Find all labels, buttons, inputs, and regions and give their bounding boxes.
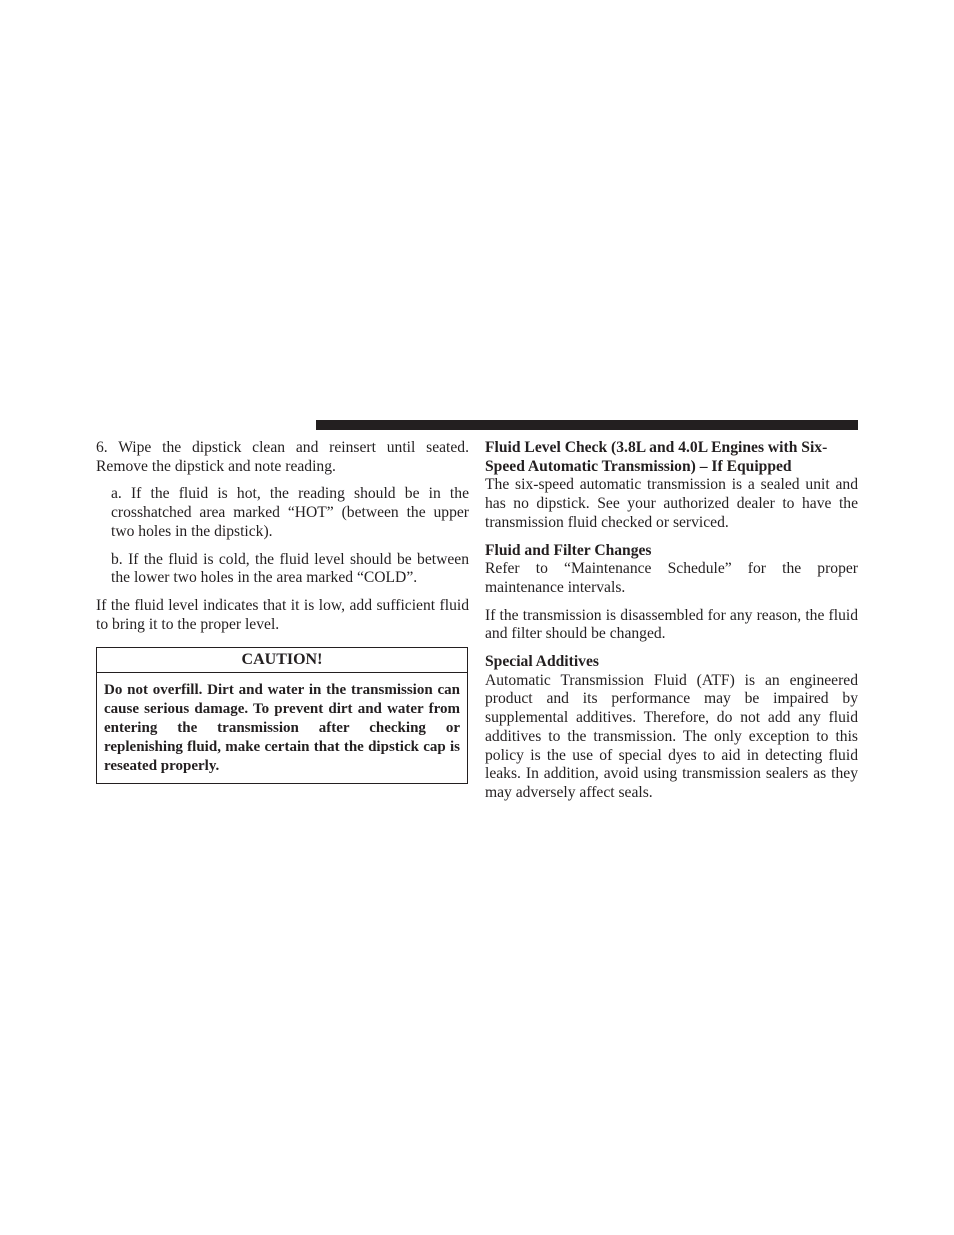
header-rule (316, 420, 858, 430)
special-additives-heading: Special Additives (485, 653, 599, 671)
step-a-text: a. If the fluid is hot, the reading should be in the crosshatched area marked “HOT” (between the upper two holes in the dipstick). (111, 485, 469, 540)
caution-title: CAUTION! (97, 648, 467, 673)
fluid-check-body: The six-speed automatic transmission is a sealed unit and has no dipstick. See your authorized dealer to have the transmission fluid checked or serviced. (485, 476, 858, 531)
filter-changes-body-2: If the transmission is disassembled for any reason, the fluid and filter should be changed. (485, 606, 858, 643)
caution-box (96, 647, 468, 784)
fluid-check-heading: Fluid Level Check (3.8L and 4.0L Engines with Six-Speed Automatic Transmission) – If Equipped (485, 439, 828, 475)
low-level-text: If the fluid level indicates that it is low, add sufficient fluid to bring it to the proper level. (96, 596, 469, 633)
step-6-text: 6. Wipe the dipstick clean and reinsert until seated. Remove the dipstick and note reading. (96, 439, 469, 475)
left-column (96, 439, 469, 784)
caution-body: Do not overfill. Dirt and water in the transmission can cause serious damage. To prevent dirt and water from entering the transmission after checking or replenishing fluid, make certain that the dipstick cap is reseated properly. (104, 682, 460, 774)
step-b-text: b. If the fluid is cold, the fluid level should be between the lower two holes in the area marked “COLD”. (111, 550, 469, 587)
filter-changes-body-1: Refer to “Maintenance Schedule” for the proper maintenance intervals. (485, 560, 858, 596)
filter-changes-heading: Fluid and Filter Changes (485, 541, 652, 559)
right-column (485, 439, 858, 803)
special-additives-body: Automatic Transmission Fluid (ATF) is an engineered product and its performance may be impaired by supplemental additives. Therefore, do not add any fluid additives to the transmission. The only exception to this policy is the use of special dyes to aid in detecting fluid leaks. In addition, avoid using transmission sealers as they may adversely affect seals. (485, 671, 858, 801)
